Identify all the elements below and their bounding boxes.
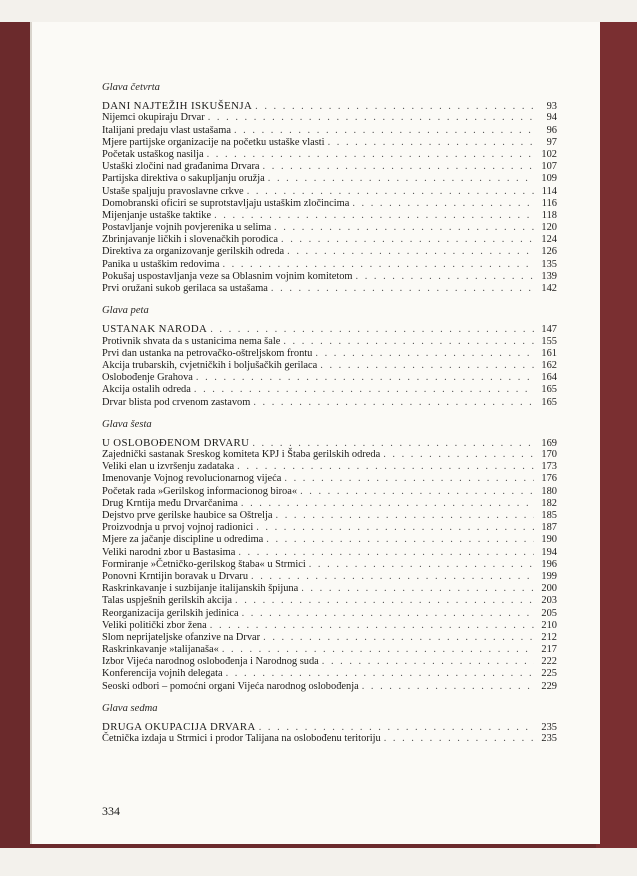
scan-margin-bottom (0, 848, 637, 876)
dot-leader (274, 222, 534, 234)
toc-entry-title: Zbrinjavanje ličkih i slovenačkih porodica (102, 234, 279, 246)
toc-entry-title: Veliki politički zbor žena (102, 619, 207, 631)
dot-leader (362, 681, 534, 693)
toc-entry-title: Veliki narodni zbor u Bastasima (102, 546, 236, 558)
toc-entry (102, 234, 557, 246)
page-number: 334 (102, 804, 120, 818)
toc-entry (102, 733, 557, 745)
toc-entry-title: Četnička izdaja u Strmici i prodor Talijana na oslobođenu teritoriju (102, 733, 381, 745)
chapter-title-row (102, 721, 557, 733)
dot-leader (196, 372, 534, 384)
toc-entry-page: 190 (541, 534, 557, 546)
dot-leader (214, 210, 534, 222)
toc-entry-page: 142 (541, 283, 557, 295)
toc-entry-title: Oslobođenje Grahova (102, 372, 193, 384)
chapter-label: Glava sedma (102, 702, 158, 714)
dot-leader (210, 620, 534, 632)
toc-entry (102, 210, 557, 222)
toc-entry (102, 608, 557, 620)
toc-entry (102, 498, 557, 510)
toc-entry (102, 348, 557, 360)
toc-entry-page: 173 (541, 461, 557, 473)
dot-leader (226, 668, 534, 680)
toc-entry-page: 225 (541, 668, 557, 680)
toc-entry-title: Direktiva za organizovanje gerilskih odreda (102, 246, 285, 258)
toc-entry-page: 176 (541, 473, 557, 485)
toc-entry (102, 595, 557, 607)
toc-entry-page: 222 (541, 656, 557, 668)
chapter-title-row (102, 323, 557, 335)
toc-entry-page: 165 (541, 396, 557, 408)
dot-leader (328, 137, 534, 149)
toc-entry (102, 173, 557, 185)
toc-entry-title: Prvi oružani sukob gerilaca sa ustašama (102, 283, 268, 295)
toc-entry (102, 656, 557, 668)
dot-leader (320, 360, 534, 372)
toc-entry (102, 547, 557, 559)
toc-entry-title: Italijani predaju vlast ustašama (102, 124, 231, 136)
table-of-contents (102, 82, 557, 745)
toc-entry-page: 217 (541, 644, 557, 656)
chapter-section (102, 305, 557, 409)
toc-entry-page: 180 (541, 485, 557, 497)
toc-entry-title: Proizvodnja u prvoj vojnoj radionici (102, 522, 254, 534)
toc-entry-title: Drug Krntija među Drvarčanima (102, 497, 238, 509)
toc-entry (102, 372, 557, 384)
dot-leader (384, 733, 534, 745)
dot-leader (256, 522, 534, 534)
toc-entry-page: 139 (541, 270, 557, 282)
toc-entry-page: 102 (541, 148, 557, 160)
toc-entry (102, 681, 557, 693)
toc-entry (102, 161, 557, 173)
toc-entry-page: 229 (541, 680, 557, 692)
toc-entry-page: 126 (541, 246, 557, 258)
toc-entry-title: Panika u ustaškim redovima (102, 258, 220, 270)
toc-entry-title: Formiranje »Četničko-gerilskog štaba« u Strmici (102, 558, 306, 570)
toc-entry-title: Konferencija vojnih delegata (102, 668, 223, 680)
dot-leader (309, 559, 534, 571)
dot-leader (283, 336, 534, 348)
toc-entry-title: Reorganizacija gerilskih jedinica (102, 607, 239, 619)
toc-entry (102, 461, 557, 473)
toc-entry-title: Postavljanje vojnih povjerenika u selima (102, 222, 272, 234)
toc-entry-page: 116 (541, 197, 557, 209)
toc-entry-title: Veliki elan u izvršenju zadataka (102, 461, 235, 473)
toc-entry-page: 161 (541, 347, 557, 359)
dot-leader (276, 510, 534, 522)
chapter-label: Glava četvrta (102, 82, 160, 93)
dot-leader (263, 632, 534, 644)
chapter-section (102, 703, 557, 746)
chapter-title: DRUGA OKUPACIJA DRVARA (102, 721, 256, 734)
toc-entry-title: Početak ustaškog nasilja (102, 148, 204, 160)
toc-entry-page: 187 (541, 522, 557, 534)
chapter-title: U OSLOBOĐENOM DRVARU (102, 436, 250, 449)
dot-leader (356, 271, 535, 283)
chapter-section (102, 419, 557, 693)
toc-entry (102, 246, 557, 258)
dot-leader (322, 656, 534, 668)
toc-entry-page: 135 (541, 258, 557, 270)
toc-entry (102, 668, 557, 680)
toc-entry-page: 97 (546, 136, 557, 148)
dot-leader (287, 246, 534, 258)
dot-leader (238, 547, 534, 559)
toc-entry-title: Drvar blista pod crvenom zastavom (102, 396, 251, 408)
dot-leader (235, 595, 534, 607)
toc-entry-page: 96 (546, 124, 557, 136)
toc-entry (102, 112, 557, 124)
toc-entry-page: 182 (541, 497, 557, 509)
toc-entry (102, 473, 557, 485)
chapter-title-page: 93 (546, 101, 557, 113)
chapter-title-page: 169 (541, 437, 557, 449)
toc-entry-page: 120 (541, 222, 557, 234)
dot-leader (237, 461, 534, 473)
chapter-title-page: 235 (541, 722, 557, 734)
toc-entry-title: Protivnik shvata da s ustanicima nema šale (102, 335, 281, 347)
dot-leader (301, 583, 534, 595)
book-cover-edge (596, 22, 637, 848)
dot-leader (208, 112, 534, 124)
toc-entry (102, 125, 557, 137)
dot-leader (247, 186, 534, 198)
toc-entry-page: 155 (541, 335, 557, 347)
toc-entry (102, 449, 557, 461)
toc-entry (102, 149, 557, 161)
toc-entry-title: Zajednički sastanak Sreskog komiteta KPJ i Štaba gerilskih odreda (102, 449, 381, 461)
toc-entry-page: 162 (541, 359, 557, 371)
toc-entry (102, 283, 557, 295)
scan-margin-top (0, 0, 637, 22)
dot-leader (383, 449, 534, 461)
dot-leader (241, 498, 534, 510)
toc-entry (102, 571, 557, 583)
toc-entry (102, 510, 557, 522)
toc-entry (102, 397, 557, 409)
dot-leader (268, 173, 534, 185)
toc-entry-page: 118 (541, 209, 557, 221)
dot-leader (222, 259, 534, 271)
toc-entry-page: 199 (541, 570, 557, 582)
toc-entry (102, 534, 557, 546)
toc-entry-page: 212 (541, 631, 557, 643)
dot-leader (284, 473, 534, 485)
toc-entry (102, 522, 557, 534)
toc-entry (102, 486, 557, 498)
toc-entry (102, 583, 557, 595)
toc-entry-page: 210 (541, 619, 557, 631)
toc-entry-title: Ustaški zločini nad građanima Drvara (102, 161, 260, 173)
toc-entry (102, 186, 557, 198)
chapter-title: USTANAK NARODA (102, 323, 208, 336)
toc-entry (102, 360, 557, 372)
chapter-label: Glava peta (102, 305, 149, 317)
toc-entry-title: Mjere partijske organizacije na početku ustaške vlasti (102, 136, 325, 148)
chapter-title: DANI NAJTEŽIH ISKUŠENJA (102, 100, 253, 113)
toc-entry-page: 165 (541, 384, 557, 396)
dot-leader (315, 348, 534, 360)
chapter-title-page: 147 (541, 324, 557, 336)
toc-entry-title: Dejstvo prve gerilske haubice sa Oštrelja (102, 510, 273, 522)
chapter-label: Glava šesta (102, 418, 152, 430)
toc-entry-page: 107 (541, 161, 557, 173)
toc-entry (102, 336, 557, 348)
toc-entry-title: Akcija ostalih odreda (102, 384, 191, 396)
toc-entry-page: 164 (541, 372, 557, 384)
dot-leader (266, 534, 534, 546)
dot-leader (271, 283, 534, 295)
toc-entry-title: Domobranski oficiri se suprotstavljaju ustaškim zločincima (102, 197, 350, 209)
dot-leader (207, 149, 534, 161)
dot-leader (253, 397, 534, 409)
toc-entry-title: Pokušaj uspostavljanja veze sa Oblasnim vojnim komitetom (102, 270, 353, 282)
toc-entry (102, 259, 557, 271)
toc-entry (102, 271, 557, 283)
chapter-section (102, 82, 557, 295)
toc-entry-page: 203 (541, 595, 557, 607)
toc-entry-title: Imenovanje Vojnog revolucionarnog vijeća (102, 473, 282, 485)
toc-entry-page: 114 (541, 185, 557, 197)
toc-entry-page: 170 (541, 449, 557, 461)
toc-entry-page: 194 (541, 546, 557, 558)
toc-entry-page: 109 (541, 173, 557, 185)
toc-entry-title: Početak rada »Gerilskog informacionog biroa« (102, 485, 298, 497)
toc-entry-title: Raskrinkavanje »talijanaša« (102, 644, 219, 656)
toc-entry-title: Mjere za jačanje discipline u odredima (102, 534, 264, 546)
toc-entry-page: 205 (541, 607, 557, 619)
toc-entry (102, 198, 557, 210)
toc-entry-title: Akcija trubarskih, cvjetničkih i boljušačkih gerilaca (102, 359, 318, 371)
toc-entry-title: Nijemci okupiraju Drvar (102, 112, 205, 124)
dot-leader (242, 608, 534, 620)
toc-entry-title: Partijska direktiva o sakupljanju oružja (102, 173, 265, 185)
dot-leader (251, 571, 534, 583)
dot-leader (222, 644, 534, 656)
toc-entry-title: Ustaše spaljuju pravoslavne crkve (102, 185, 244, 197)
dot-leader (281, 234, 534, 246)
toc-entry-page: 196 (541, 558, 557, 570)
toc-entry (102, 137, 557, 149)
chapter-title-row (102, 100, 557, 112)
dot-leader (352, 198, 534, 210)
toc-entry (102, 559, 557, 571)
toc-entry-title: Raskrinkavanje i suzbijanje italijanskih špijuna (102, 583, 299, 595)
toc-entry-title: Prvi dan ustanka na petrovačko-oštreljskom frontu (102, 347, 313, 359)
toc-entry-page: 200 (541, 583, 557, 595)
toc-entry (102, 632, 557, 644)
dot-leader (300, 486, 534, 498)
toc-entry-page: 124 (541, 234, 557, 246)
toc-entry-title: Slom neprijateljske ofanzive na Drvar (102, 631, 261, 643)
dot-leader (263, 161, 534, 173)
dot-leader (194, 384, 534, 396)
toc-entry-page: 235 (541, 733, 557, 745)
toc-entry-title: Talas uspješnih gerilskih akcija (102, 595, 232, 607)
toc-entry-page: 185 (541, 510, 557, 522)
chapter-title-row (102, 437, 557, 449)
dot-leader (234, 125, 534, 137)
toc-entry-title: Izbor Vijeća narodnog oslobođenja i Narodnog suda (102, 656, 319, 668)
toc-entry (102, 620, 557, 632)
toc-entry (102, 384, 557, 396)
toc-entry (102, 222, 557, 234)
toc-entry (102, 644, 557, 656)
book-page (30, 22, 600, 844)
toc-entry-title: Ponovni Krntijin boravak u Drvaru (102, 570, 249, 582)
toc-entry-title: Seoski odbori – pomoćni organi Vijeća narodnog oslobođenja (102, 680, 359, 692)
toc-entry-page: 94 (546, 112, 557, 124)
toc-entry-title: Mijenjanje ustaške taktike (102, 209, 212, 221)
